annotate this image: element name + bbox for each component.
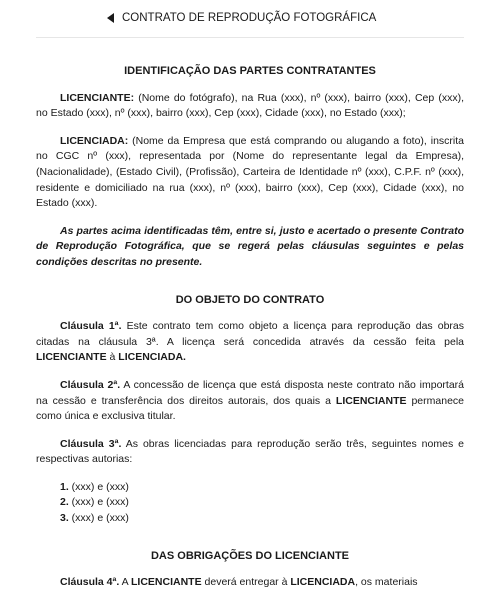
list-item-text: (xxx) e (xxx) <box>68 512 129 525</box>
licenciada-text: (Nome da Empresa que está comprando ou alugando a foto), inscrita no CGC nº (xxx), representada por (Nome do representante legal da Empresa), (Nacionalidade), (Estado Civil), (Profissão), Carteira de Identidade nº (xxx), C.P.F. nº (xxx), residente e domiciliado na rua (xxx), nº (xxx), bairro (xxx), Cep (xxx), Cidade (xxx), no Estado (xxx). <box>36 134 464 210</box>
list-item-number: 3. <box>60 512 69 525</box>
paragraph-clausula-4 <box>36 575 464 591</box>
paragraph-licenciante <box>36 91 464 122</box>
header-divider <box>36 37 464 38</box>
clausula-4-text-b: deverá entregar à <box>201 576 291 589</box>
clausula-4-licenciada: LICENCIADA <box>290 576 356 589</box>
clausula-4-text: A <box>119 576 132 589</box>
clausula-3-label: Cláusula 3ª. <box>60 437 122 450</box>
clausula-2-text: A concessão de licença que está disposta neste contrato não importará na cessão e transferência dos direitos autorais, dos quais a <box>36 378 465 407</box>
document-header <box>107 12 376 24</box>
paragraph-clausula-2 <box>36 378 464 425</box>
clausula-4-label: Cláusula 4ª. <box>60 576 120 589</box>
clausula-4-text-c: , os materiais <box>355 576 418 589</box>
paragraph-closing: As partes acima identificadas têm, entre si, justo e acertado o presente Contrato de Reprodução Fotográfica, que se regerá pelas cláusulas seguintes e pelas condições descritas no presente. <box>36 224 464 268</box>
clausula-4-licenciante: LICENCIANTE <box>131 576 202 589</box>
clausula-1-licenciada: LICENCIADA. <box>118 351 186 364</box>
list-item <box>60 495 464 511</box>
licenciante-text: (Nome do fotógrafo), na Rua (xxx), nº (xxx), bairro (xxx), Cep (xxx), no Estado (xxx), nº (xxx), bairro (xxx), Cep (xxx), Cidade (xxx), no Estado (xxx); <box>36 91 464 120</box>
clausula-1-text: Este contrato tem como objeto a licença para reprodução das obras citadas na cláusula 3ª. A licença será concedida através da cessão feita pela <box>36 320 465 348</box>
clausula-1-text-b: à <box>106 351 119 364</box>
clausula-1-label: Cláusula 1ª. <box>60 320 122 333</box>
clausula-2-text-b: permanece como única e exclusiva titular. <box>36 394 464 423</box>
section-heading-identificacao: IDENTIFICAÇÃO DAS PARTES CONTRATANTES <box>124 65 376 77</box>
clausula-1-licenciante: LICENCIANTE <box>36 351 107 364</box>
list-item <box>60 511 464 527</box>
clausula-2-licenciante: LICENCIANTE <box>335 394 407 407</box>
list-item-text: (xxx) e (xxx) <box>68 496 129 509</box>
licenciada-label: LICENCIADA: <box>60 134 129 147</box>
list-item-number: 2. <box>60 496 69 509</box>
clausula-3-text: As obras licenciadas para reprodução serão três, seguintes nomes e respectivas autorias: <box>36 437 464 466</box>
section-heading-objeto: DO OBJETO DO CONTRATO <box>175 293 325 306</box>
collapse-triangle-icon[interactable] <box>107 13 114 23</box>
paragraph-clausula-3 <box>36 437 464 468</box>
list-item-number: 1. <box>60 480 69 493</box>
document-body <box>36 64 464 603</box>
section-heading-obrigacoes: DAS OBRIGAÇÕES DO LICENCIANTE <box>150 549 349 562</box>
paragraph-licenciada <box>36 134 464 212</box>
document-title: CONTRATO DE REPRODUÇÃO FOTOGRÁFICA <box>122 12 377 24</box>
paragraph-clausula-1 <box>36 319 464 366</box>
clausula-2-label: Cláusula 2ª. <box>60 378 121 391</box>
obras-list <box>60 480 464 527</box>
list-item <box>60 480 464 496</box>
list-item-text: (xxx) e (xxx) <box>68 480 129 493</box>
licenciante-label: LICENCIANTE: <box>60 91 135 104</box>
